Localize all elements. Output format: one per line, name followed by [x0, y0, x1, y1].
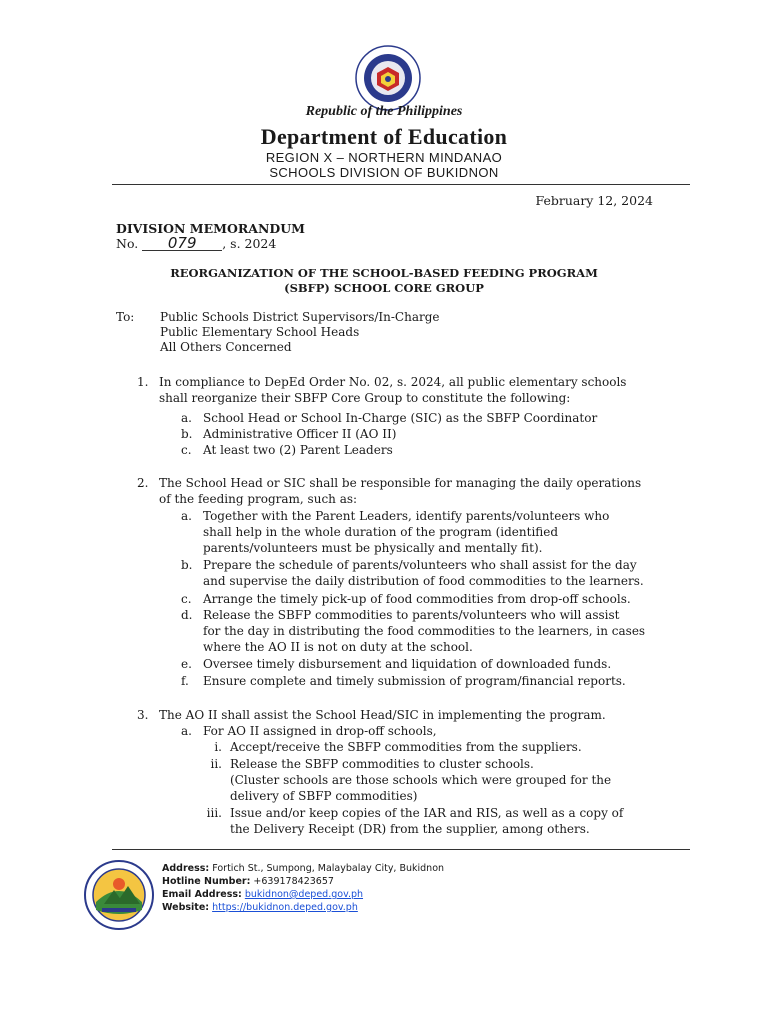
- item-label: c.: [181, 592, 192, 606]
- subject-line-2: (SBFP) SCHOOL CORE GROUP: [284, 281, 484, 295]
- item-line: for the day in distributing the food commodities to the learners, in cases: [203, 623, 646, 638]
- footer-divider: [112, 849, 690, 850]
- paragraph-number: 1.: [137, 375, 149, 389]
- memo-number: 079: [142, 237, 222, 251]
- item-line: and supervise the daily distribution of food commodities to the learners.: [203, 573, 644, 588]
- list-item: Arrange the timely pick-up of food commodities from drop-off schools.: [203, 592, 631, 606]
- memo-date: February 12, 2024: [535, 193, 653, 208]
- sub-list-item: [230, 757, 657, 804]
- recipient: All Others Concerned: [160, 340, 292, 354]
- item-line: Release the SBFP commodities to cluster schools.: [230, 757, 534, 771]
- paragraph-line: The School Head or SIC shall be responsible for managing the daily operations: [159, 476, 642, 490]
- list-item: [203, 558, 657, 590]
- list-item: Ensure complete and timely submission of program/financial reports.: [203, 674, 626, 688]
- department-heading: Department of Education: [260, 124, 508, 149]
- list-item: Oversee timely disbursement and liquidation of downloaded funds.: [203, 657, 612, 671]
- recipient: Public Elementary School Heads: [160, 325, 360, 339]
- item-line: (Cluster schools are those schools which were grouped for the: [230, 772, 612, 787]
- website-link[interactable]: https://bukidnon.deped.gov.ph: [212, 902, 358, 913]
- list-item: At least two (2) Parent Leaders: [203, 443, 393, 457]
- division-seal-logo: [84, 860, 154, 930]
- item-line: Prepare the schedule of parents/volunteers who shall assist for the day: [203, 558, 637, 572]
- item-line: the Delivery Receipt (DR) from the supplier, among others.: [230, 821, 590, 836]
- item-line: parents/volunteers must be physically and mentally fit).: [203, 540, 543, 555]
- item-line: delivery of SBFP commodities): [230, 788, 418, 803]
- item-label: a.: [181, 724, 192, 738]
- item-line: Release the SBFP commodities to parents/volunteers who will assist: [203, 608, 620, 622]
- footer-contact: [162, 862, 444, 914]
- list-item: [203, 509, 657, 556]
- header-divider: [112, 184, 690, 185]
- republic-heading: Republic of the Philippines: [305, 104, 463, 119]
- subitem-label: iii.: [206, 806, 222, 820]
- paragraph-number: 2.: [137, 476, 149, 490]
- memo-series: , s. 2024: [222, 236, 277, 251]
- paragraph-line: In compliance to DepEd Order No. 02, s. 2024, all public elementary schools: [159, 375, 627, 389]
- subject-line-1: REORGANIZATION OF THE SCHOOL-BASED FEEDING PROGRAM: [170, 266, 598, 280]
- item-label: a.: [181, 509, 192, 523]
- paragraph-2: [159, 476, 657, 508]
- division-heading: SCHOOLS DIVISION OF BUKIDNON: [269, 165, 499, 180]
- item-label: b.: [181, 427, 193, 441]
- footer-email: Email Address: bukidnon@deped.gov.ph: [162, 889, 364, 900]
- footer-address: Address: Fortich St., Sumpong, Malaybalay City, Bukidnon: [162, 863, 445, 874]
- deped-seal-logo: [355, 45, 421, 111]
- memo-number-label: No.: [116, 236, 139, 251]
- subitem-label: ii.: [210, 757, 222, 771]
- paragraph-line: shall reorganize their SBFP Core Group to constitute the following:: [159, 390, 571, 405]
- subitem-label: i.: [214, 740, 222, 754]
- item-line: where the AO II is not on duty at the school.: [203, 639, 473, 654]
- paragraph-3: The AO II shall assist the School Head/SIC in implementing the program.: [159, 708, 606, 722]
- item-label: a.: [181, 411, 192, 425]
- list-item: School Head or School In-Charge (SIC) as the SBFP Coordinator: [203, 411, 598, 425]
- region-heading: REGION X – NORTHERN MINDANAO: [265, 150, 503, 165]
- item-label: c.: [181, 443, 192, 457]
- paragraph-number: 3.: [137, 708, 149, 722]
- to-label: To:: [116, 310, 135, 324]
- item-label: b.: [181, 558, 193, 572]
- item-label: f.: [181, 674, 189, 688]
- item-line: Together with the Parent Leaders, identify parents/volunteers who: [203, 509, 610, 523]
- item-label: d.: [181, 608, 193, 622]
- paragraph-1: [159, 375, 657, 407]
- list-item: Administrative Officer II (AO II): [203, 427, 397, 441]
- list-item: [203, 608, 657, 655]
- item-label: e.: [181, 657, 192, 671]
- recipient-list: [160, 310, 440, 355]
- memo-number-line: [116, 236, 276, 251]
- sub-list-item: Accept/receive the SBFP commodities from the suppliers.: [230, 740, 582, 754]
- memo-title: DIVISION MEMORANDUM: [116, 221, 305, 236]
- item-line: shall help in the whole duration of the program (identified: [203, 524, 559, 539]
- footer-hotline: Hotline Number: +639178423657: [162, 876, 334, 887]
- item-line: Issue and/or keep copies of the IAR and RIS, as well as a copy of: [230, 806, 624, 820]
- recipient: Public Schools District Supervisors/In-Charge: [160, 310, 440, 324]
- email-link[interactable]: bukidnon@deped.gov.ph: [244, 889, 364, 900]
- paragraph-line: of the feeding program, such as:: [159, 491, 358, 506]
- list-item: For AO II assigned in drop-off schools,: [203, 724, 437, 738]
- sub-list-item: [230, 806, 657, 838]
- footer-website: Website: https://bukidnon.deped.gov.ph: [162, 902, 358, 913]
